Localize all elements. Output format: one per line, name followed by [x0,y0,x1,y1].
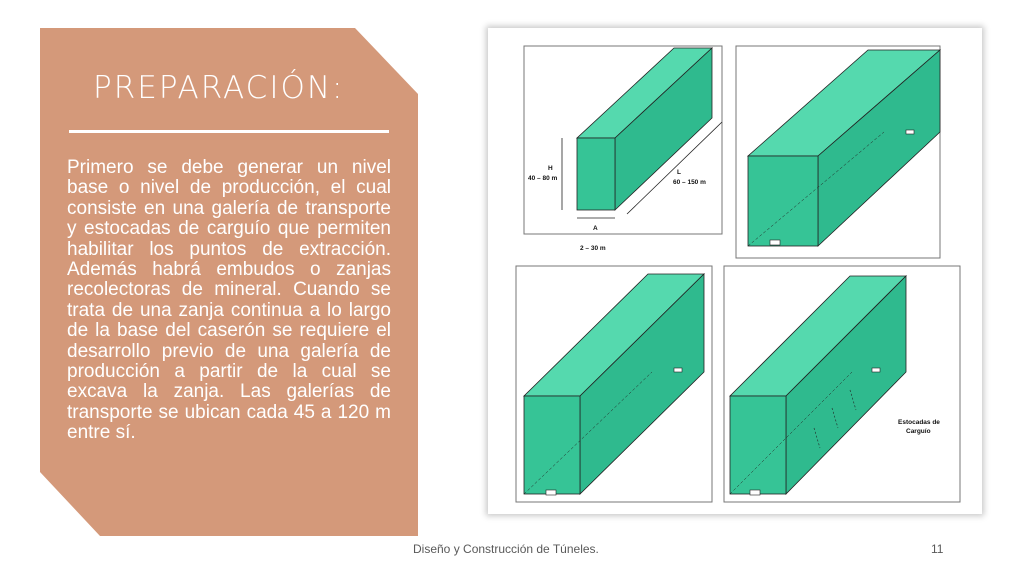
label-width-range: 2 – 30 m [580,245,606,252]
title-divider [69,130,389,133]
label-carguio: Carguío [906,428,931,435]
label-estocadas: Estocadas de [898,419,940,426]
diagram-dimensions [524,46,722,252]
label-l: L [677,169,681,176]
diagram-estocadas [724,266,960,502]
label-a: A [593,225,598,232]
label-height-range: 40 – 80 m [528,175,558,182]
page-number: 11 [931,542,944,556]
label-length-range: 60 – 150 m [673,179,706,186]
slide-title: PREPARACIÓN: [93,70,345,106]
label-h: H [548,165,553,172]
stope-diagrams [488,28,982,514]
diagram-trench [516,266,712,502]
footer-course: Diseño y Construcción de Túneles. [413,542,599,556]
diagram-figure [488,28,982,514]
diagram-base-level [736,46,940,258]
body-paragraph: Primero se debe generar un nivel base o nivel de producción, el cual consiste en una galería de transporte y estocadas de carguío que permiten habilitar los puntos de extracción. Además habrá embudos o zanjas recolectoras de mineral. Cuando se trata de una zanja continua a lo largo de la base del caserón se requiere el desarrollo previo de una galería de producción a partir de la cual se excava la zanja. Las galerías de transporte se ubican cada 45 a 120 m entre sí. [67,157,391,444]
